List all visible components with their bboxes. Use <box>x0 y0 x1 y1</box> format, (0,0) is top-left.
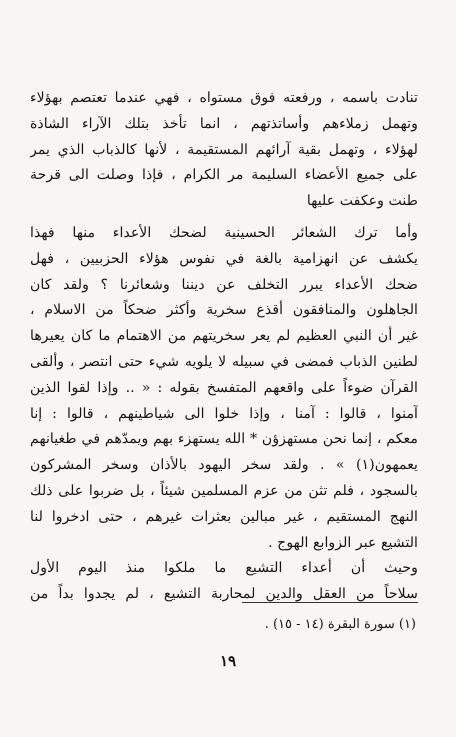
text-line: الجاهلون والمنافقون أقذع سخرية وأكثر ضحكاً من الاسلام ، <box>30 302 418 319</box>
text-line: ضحك الأعداء يبرر التخلف عن ديننا وشعائرنا ؟ ولقد كان <box>30 276 418 293</box>
text-line: على جميع الأعضاء السليمة مر الكرام ، فإذا وصلت الى قرحة <box>30 167 418 184</box>
text-line: غير أن النبي العظيم لم يعر سخريتهم من الاهتمام ما كان يعيرها <box>30 328 418 345</box>
text-line: النهج المستقيم ، غير مبالين بعثرات غيرهم ، حتى ادخروا لنا <box>30 508 418 525</box>
text-line: سلاحاً من العقل والدين لمحاربة التشيع ، لم يجدوا بداً من <box>30 586 418 603</box>
text-line: آمنوا ، قالوا : آمنا ، وإذا خلوا الى شياطينهم ، قالوا : إنا <box>30 405 418 422</box>
text-line: تنادت باسمه ، ورفعته فوق مستواه ، فهي عندما تعتصم بهؤلاء <box>30 90 418 106</box>
text-line: طنت وعكفت عليها <box>306 193 418 210</box>
page-number: ١٩ <box>219 652 237 670</box>
text-line: وحيث أن أعداء التشيع ما ملكوا منذ اليوم الأول <box>30 560 418 577</box>
text-line: التشيع عبر الزوابع الهوج . <box>268 534 418 551</box>
footnote: (١) سورة البقرة (١٤ - ١٥) . <box>264 617 416 632</box>
footnote-divider <box>242 602 418 603</box>
text-line: يكشف عن انهزامية بالغة في نفوس هؤلاء الحزبيين ، فهل <box>30 250 418 267</box>
text-line: وتهمل زملاءهم وأساتذتهم ، انما تأخذ بتلك الآراء الشاذة <box>30 115 418 132</box>
text-line: لطنين الذباب فمضى في سبيله لا يلويه شيء حتى انتصر ، وألقى <box>30 353 418 370</box>
text-line: يعمهون(١) » . ولقد سخر اليهود بالأذان وسخر المشركون <box>30 457 418 474</box>
text-line: وأما ترك الشعائر الحسينية لضحك الأعداء منها فهذا <box>30 224 418 241</box>
body-text <box>30 86 418 608</box>
text-line: معكم ، إنما نحن مستهزؤن * الله يستهزء بهم ويمدّهم في طغيانهم <box>30 431 418 448</box>
text-line: لهؤلاء ، وتهمل بقية آرائهم المستقيمة ، لأنها كالذباب الذي يمر <box>30 141 418 158</box>
text-line: القرآن ضوءاً على واقعهم المتفسخ بقوله : « .. وإذا لقوا الذين <box>30 379 418 396</box>
text-line: بالسجود ، فلم تثن من عزم المسلمين شيئاً ، بل ضربوا على ذلك <box>30 482 418 499</box>
